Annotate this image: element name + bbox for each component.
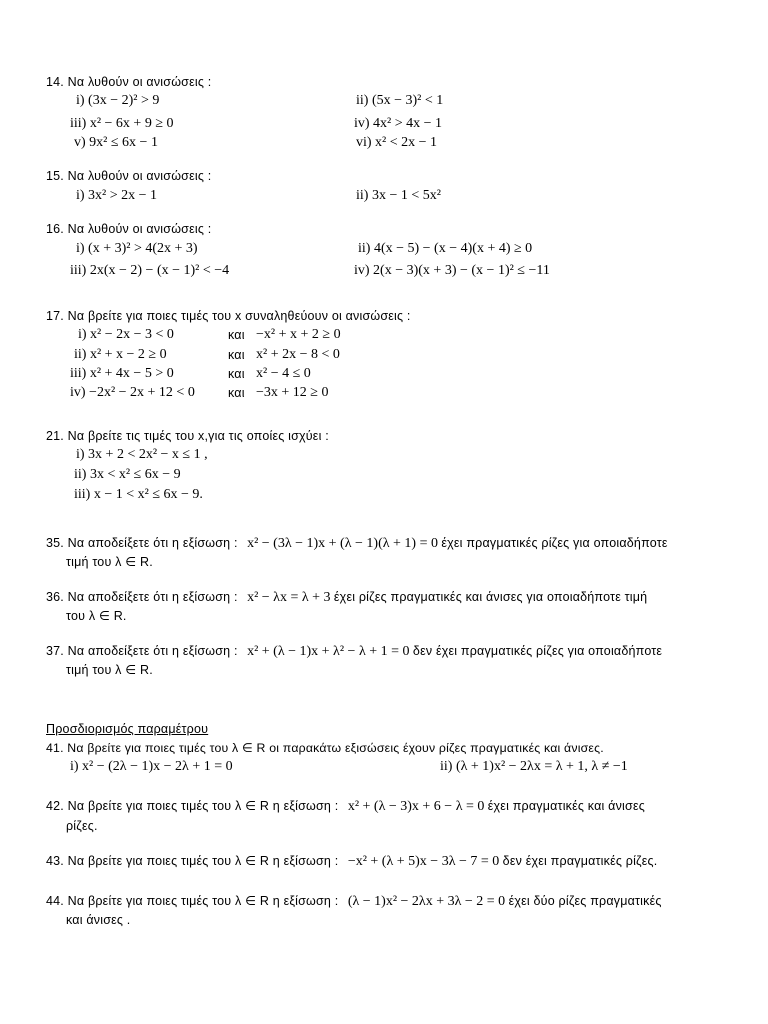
problem-16-iv: iv) 2(x − 3)(x + 3) − (x − 1)² ≤ −11 [354,263,550,278]
problem-16-i: i) (x + 3)² > 4(2x + 3) [76,241,198,256]
problem-43-equation: −x² + (λ + 5)x − 3λ − 7 = 0 [347,854,500,869]
problem-44-line2: και άνισες . [66,913,131,927]
problem-15-i: i) 3x² > 2x − 1 [76,188,158,203]
problem-44-text: 44. Να βρείτε για ποιες τιμές του λ ∈ R η εξίσωση : [46,894,339,908]
problem-42 [46,797,645,816]
problem-17-row-a: ii) x² + x − 2 ≥ 0 [74,347,167,362]
problem-35 [46,534,668,553]
problem-14-ii: ii) (5x − 3)² < 1 [356,93,444,108]
problem-44 [46,892,662,911]
problem-37-rest: δεν έχει πραγματικές ρίζες για οποιαδήποτε [412,644,663,658]
problem-17-title: 17. Να βρείτε για ποιες τιμές του x συναληθεύουν οι ανισώσεις : [46,309,411,323]
problem-17-row-b: x² − 4 ≤ 0 [256,366,311,381]
problem-43-rest: δεν έχει πραγματικές ρίζες. [502,854,658,868]
section-heading: Προσδιορισμός παραμέτρου [46,722,209,736]
problem-35-text: 35. Να αποδείξετε ότι η εξίσωση : [46,536,238,550]
problem-35-line2: τιμή του λ ∈ R. [66,555,153,569]
problem-42-equation: x² + (λ − 3)x + 6 − λ = 0 [347,799,485,814]
problem-17-row-kai: και [228,367,245,381]
problem-17-row-b: x² + 2x − 8 < 0 [256,347,340,362]
problem-35-rest: έχει πραγματικές ρίζες για οποιαδήποτε [441,536,668,550]
problem-21-iii: iii) x − 1 < x² ≤ 6x − 9. [74,487,203,502]
problem-17-row-a: iii) x² + 4x − 5 > 0 [70,366,174,381]
problem-14-title: 14. Να λυθούν οι ανισώσεις : [46,75,212,89]
problem-37 [46,642,662,661]
problem-41-i: i) x² − (2λ − 1)x − 2λ + 1 = 0 [70,759,233,774]
problem-43 [46,852,657,871]
problem-36-rest: έχει ρίζες πραγματικές και άνισες για οποιαδήποτε τιμή [333,590,648,604]
problem-36-line2: του λ ∈ R. [66,609,127,623]
problem-37-equation: x² + (λ − 1)x + λ² − λ + 1 = 0 [247,644,410,659]
problem-14-i: i) (3x − 2)² > 9 [76,93,160,108]
problem-42-rest: έχει πραγματικές και άνισες [487,799,645,813]
problem-14-v: v) 9x² ≤ 6x − 1 [74,135,158,150]
problem-16-title: 16. Να λυθούν οι ανισώσεις : [46,222,212,236]
problem-14-iv: iv) 4x² > 4x − 1 [354,116,443,131]
problem-41-ii: ii) (λ + 1)x² − 2λx = λ + 1, λ ≠ −1 [440,759,628,774]
problem-41-text: 41. Να βρείτε για ποιες τιμές του λ ∈ R οι παρακάτω εξισώσεις έχουν ρίζες πραγματικές και άνισες. [46,741,604,755]
problem-15-ii: ii) 3x − 1 < 5x² [356,188,441,203]
problem-21-ii: ii) 3x < x² ≤ 6x − 9 [74,467,181,482]
problem-37-line2: τιμή του λ ∈ R. [66,663,153,677]
problem-16-ii: ii) 4(x − 5) − (x − 4)(x + 4) ≥ 0 [358,241,533,256]
problem-36-text: 36. Να αποδείξετε ότι η εξίσωση : [46,590,238,604]
problem-15-title: 15. Να λυθούν οι ανισώσεις : [46,169,212,183]
problem-17-row-a: i) x² − 2x − 3 < 0 [78,327,174,342]
problem-17-row-a: iv) −2x² − 2x + 12 < 0 [70,385,195,400]
problem-44-rest: έχει δύο ρίζες πραγματικές [508,894,662,908]
problem-17-row-kai: και [228,348,245,362]
problem-36-equation: x² − λx = λ + 3 [247,590,331,605]
problem-44-equation: (λ − 1)x² − 2λx + 3λ − 2 = 0 [347,894,506,909]
problem-42-text: 42. Να βρείτε για ποιες τιμές του λ ∈ R η εξίσωση : [46,799,339,813]
problem-42-line2: ρίζες. [66,819,98,833]
problem-14-iii: iii) x² − 6x + 9 ≥ 0 [70,116,174,131]
problem-36 [46,588,647,607]
problem-17-row-b: −3x + 12 ≥ 0 [256,385,329,400]
problem-21-title: 21. Να βρείτε τις τιμές του x,για τις οποίες ισχύει : [46,429,329,443]
problem-43-text: 43. Να βρείτε για ποιες τιμές του λ ∈ R η εξίσωση : [46,854,339,868]
problem-17-row-kai: και [228,386,245,400]
problem-17-row-kai: και [228,328,245,342]
problem-17-row-b: −x² + x + 2 ≥ 0 [256,327,341,342]
problem-14-vi: vi) x² < 2x − 1 [356,135,438,150]
problem-16-iii: iii) 2x(x − 2) − (x − 1)² < −4 [70,263,230,278]
problem-21-i: i) 3x + 2 < 2x² − x ≤ 1 , [76,447,208,462]
problem-37-text: 37. Να αποδείξετε ότι η εξίσωση : [46,644,238,658]
problem-35-equation: x² − (3λ − 1)x + (λ − 1)(λ + 1) = 0 [247,536,438,551]
